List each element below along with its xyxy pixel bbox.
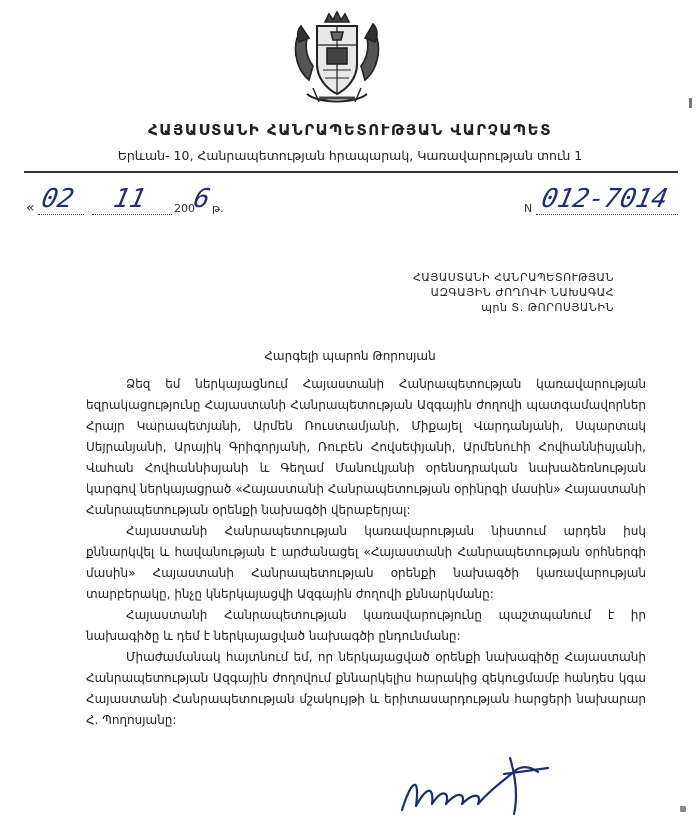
addressee-line-3: պրն Տ. ԹՈՐՈՍՅԱՆԻՆ [481, 301, 614, 314]
letter-body [86, 374, 646, 731]
document-number: 012-7014 [538, 184, 671, 214]
margin-mark [689, 98, 692, 108]
date-month: 11 [110, 184, 149, 214]
date-year-digit: 6 [190, 184, 213, 214]
body-paragraph-3: Հայաստանի Հանրապետության կառավարությունը պաշտպանում է իր նախագիծը և դեմ է ներկայացված նախագծի ընդունմանը: [86, 608, 646, 643]
date-day-line [38, 214, 84, 215]
dateline [22, 186, 682, 222]
date-year-prefix: 200 [174, 202, 195, 215]
date-year-suffix: թ. [212, 202, 224, 215]
date-month-line [92, 214, 172, 215]
coat-of-arms-icon [289, 8, 385, 110]
date-day: 02 [38, 184, 77, 214]
addressee-line-1: ՀԱՅԱՍՏԱՆԻ ՀԱՆՐԱՊԵՏՈՒԹՅԱՆ [413, 271, 614, 284]
salutation: Հարգելի պարոն Թորոսյան [264, 349, 436, 363]
body-paragraph-4: Միաժամանակ հայտնում եմ, որ ներկայացված օրենքի նախագիծը Հայաստանի Հանրապետության Ազգային ժողովում քննարկելիս հարակից զեկուցմամբ հանդես կգա Հայաստանի Հանրապետության մշակույթի և երիտասարդության հարցերի նախարար Հ. Պողոսյանը: [86, 650, 646, 727]
addressee-block [413, 270, 614, 315]
letterhead-title: ՀԱՅԱՍՏԱՆԻ ՀԱՆՐԱՊԵՏՈՒԹՅԱՆ ՎԱՐՉԱՊԵՏ [148, 121, 552, 139]
body-paragraph-1: Ձեզ եմ ներկայացնում Հայաստանի Հանրապետության կառավարության եզրակացությունը Հայաստանի Հանրապետության Ազգային ժողովի պատգամավորներ Հրայր Կարապետյանի, Արմեն Ռուստամյանի, Միքայել Վարդանյանի, Սպարտակ Սեյրանյանի, Արայիկ Գրիգորյանի, Ռուբեն Հովսեփյանի, Արմենուհի Հովհաննիսյանի, Վահան Հովհաննիսյանի և Գեղամ Մանուկյանի օրենսդրական նախաձեռնության կարգով ներկայացրած «Հայաստանի Հանրապետության օրինրգի մասին» Հայաստանի Հանրապետության օրենքի նախագծի վերաբերյալ: [86, 377, 646, 517]
margin-mark [680, 806, 686, 812]
date-open-quote: « [26, 200, 35, 216]
document-number-prefix: N [524, 202, 533, 215]
signature [398, 748, 558, 818]
body-paragraph-2: Հայաստանի Հանրապետության կառավարության նիստում արդեն իսկ քննարկվել և հավանության է արժանացել «Հայաստանի Հանրապետության օրհներգի մասին» Հայաստանի Հանրապետության օրենքի նախագծի կառավարության տարբերակը, ինչը կներկայացվի Ազգային ժողովի քննարկմանը: [86, 524, 646, 601]
letterhead-divider [24, 171, 678, 173]
letterhead-address: Երևան- 10, Հանրապետության հրապարակ, Կառավարության տուն 1 [117, 148, 583, 163]
addressee-line-2: ԱԶԳԱՅԻՆ ԺՈՂՈՎԻ ՆԱԽԱԳԱՀ [430, 286, 614, 299]
document-number-line [536, 214, 678, 215]
